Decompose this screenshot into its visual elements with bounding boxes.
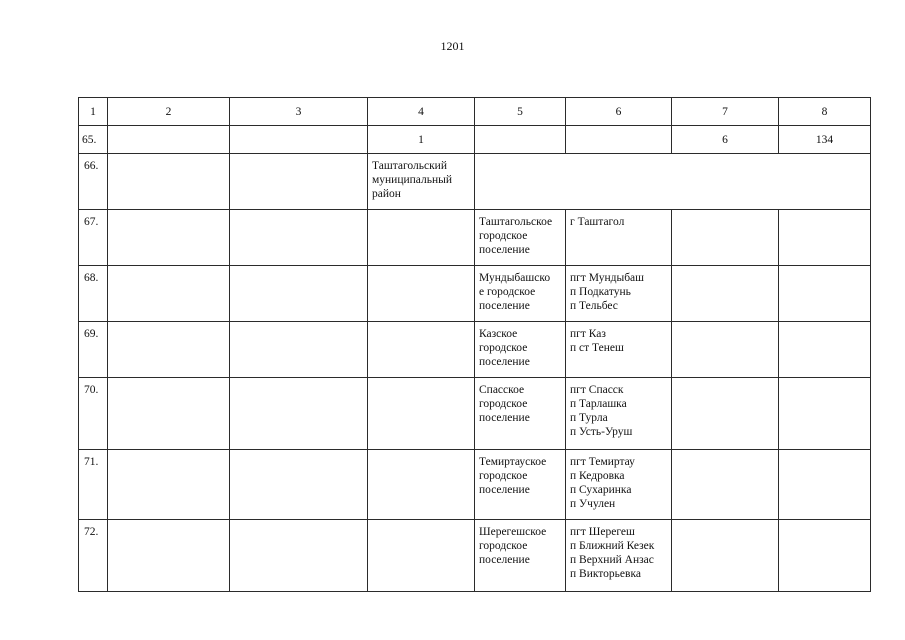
cell-line: пгт Каз — [570, 328, 606, 340]
cell-line: район — [372, 188, 401, 200]
cell-line: п Тельбес — [570, 300, 618, 312]
cell-line: поселение — [479, 300, 530, 312]
header-cell: 1 — [79, 98, 108, 126]
table-cell — [779, 210, 871, 266]
table-cell — [672, 266, 779, 322]
locality-cell — [566, 378, 672, 450]
settlement-cell — [475, 378, 566, 450]
table-row — [79, 378, 871, 450]
header-cell: 4 — [368, 98, 475, 126]
row-number: 66. — [79, 154, 108, 210]
cell-line: п Ближний Кезек — [570, 540, 655, 552]
table-cell — [779, 266, 871, 322]
settlement-cell — [475, 266, 566, 322]
table-row — [79, 154, 871, 210]
header-cell: 2 — [108, 98, 230, 126]
cell-line: муниципальный — [372, 174, 453, 186]
cell-line: п Учулен — [570, 498, 616, 510]
table-cell — [368, 210, 475, 266]
row-number: 71. — [79, 450, 108, 520]
cell-line: Казское — [479, 328, 518, 340]
cell-line: городское — [479, 540, 528, 552]
table-cell — [108, 210, 230, 266]
table-cell — [230, 266, 368, 322]
cell-line: п Викторьевка — [570, 568, 641, 580]
table-cell — [108, 378, 230, 450]
table-cell: 134 — [779, 126, 871, 154]
cell-line: поселение — [479, 356, 530, 368]
table-cell — [230, 322, 368, 378]
header-cell: 6 — [566, 98, 672, 126]
merged-empty-cell — [475, 154, 871, 210]
header-cell: 3 — [230, 98, 368, 126]
cell-line: п Тарлашка — [570, 398, 627, 410]
cell-line: пгт Темиртау — [570, 456, 635, 468]
cell-line: Мундыбашско — [479, 272, 551, 284]
table-row — [79, 322, 871, 378]
settlement-cell — [475, 322, 566, 378]
table-cell — [230, 154, 368, 210]
cell-line: Темиртауское — [479, 456, 547, 468]
row-number: 72. — [79, 520, 108, 592]
cell-line: п Кедровка — [570, 470, 625, 482]
cell-line: пгт Шерегеш — [570, 526, 635, 538]
table-cell — [230, 520, 368, 592]
table-cell — [672, 322, 779, 378]
cell-line: городское — [479, 230, 528, 242]
locality-cell — [566, 450, 672, 520]
district-name-cell — [368, 154, 475, 210]
table-cell — [672, 450, 779, 520]
row-number: 67. — [79, 210, 108, 266]
cell-line: п Подкатунь — [570, 286, 631, 298]
table-cell — [108, 154, 230, 210]
table-cell: 1 — [368, 126, 475, 154]
cell-line: п Верхний Анзас — [570, 554, 654, 566]
cell-line: п ст Тенеш — [570, 342, 624, 354]
page-number: 1201 — [440, 39, 465, 53]
cell-line: пгт Мундыбаш — [570, 272, 645, 284]
cell-line: городское — [479, 342, 528, 354]
header-cell: 5 — [475, 98, 566, 126]
table-row — [79, 266, 871, 322]
table-cell — [108, 126, 230, 154]
cell-line: Таштагольский — [372, 160, 447, 172]
table-cell — [672, 378, 779, 450]
table-cell — [779, 322, 871, 378]
table-row — [79, 520, 871, 592]
table-cell — [368, 378, 475, 450]
table-cell — [368, 266, 475, 322]
table-row — [79, 126, 871, 154]
table-cell — [368, 322, 475, 378]
row-number: 69. — [79, 322, 108, 378]
table-cell — [108, 520, 230, 592]
header-cell: 8 — [779, 98, 871, 126]
row-number: 70. — [79, 378, 108, 450]
cell-line: поселение — [479, 554, 530, 566]
locality-cell — [566, 210, 672, 266]
table-cell — [108, 450, 230, 520]
table-header-row — [79, 98, 871, 126]
cell-line: поселение — [479, 244, 530, 256]
row-number: 68. — [79, 266, 108, 322]
table-cell — [566, 126, 672, 154]
cell-line: е городское — [479, 286, 536, 298]
table-cell — [475, 126, 566, 154]
cell-line: п Сухаринка — [570, 484, 632, 496]
locality-cell — [566, 266, 672, 322]
table-cell — [672, 210, 779, 266]
table-row — [79, 450, 871, 520]
cell-line: п Турла — [570, 412, 608, 424]
settlement-cell — [475, 210, 566, 266]
table-cell — [779, 520, 871, 592]
table-cell — [108, 322, 230, 378]
table-cell — [230, 210, 368, 266]
table-cell — [368, 520, 475, 592]
locality-cell — [566, 322, 672, 378]
table-cell — [230, 126, 368, 154]
header-cell: 7 — [672, 98, 779, 126]
table-cell — [779, 378, 871, 450]
cell-line: Спасское — [479, 384, 525, 396]
table-cell — [230, 450, 368, 520]
cell-line: городское — [479, 398, 528, 410]
settlement-cell — [475, 450, 566, 520]
table-cell — [230, 378, 368, 450]
cell-line: городское — [479, 470, 528, 482]
cell-line: пгт Спасск — [570, 384, 624, 396]
settlement-table — [78, 97, 871, 592]
cell-line: поселение — [479, 412, 530, 424]
locality-cell — [566, 520, 672, 592]
table-cell — [672, 520, 779, 592]
table-cell — [779, 450, 871, 520]
table-cell — [368, 450, 475, 520]
cell-line: п Усть-Уруш — [570, 426, 633, 438]
table-cell — [108, 266, 230, 322]
row-number: 65. — [79, 126, 108, 154]
table-cell: 6 — [672, 126, 779, 154]
table-row — [79, 210, 871, 266]
cell-line: поселение — [479, 484, 530, 496]
settlement-cell — [475, 520, 566, 592]
cell-line: Шерегешское — [479, 526, 547, 538]
cell-line: г Таштагол — [570, 216, 625, 228]
cell-line: Таштагольское — [479, 216, 553, 228]
